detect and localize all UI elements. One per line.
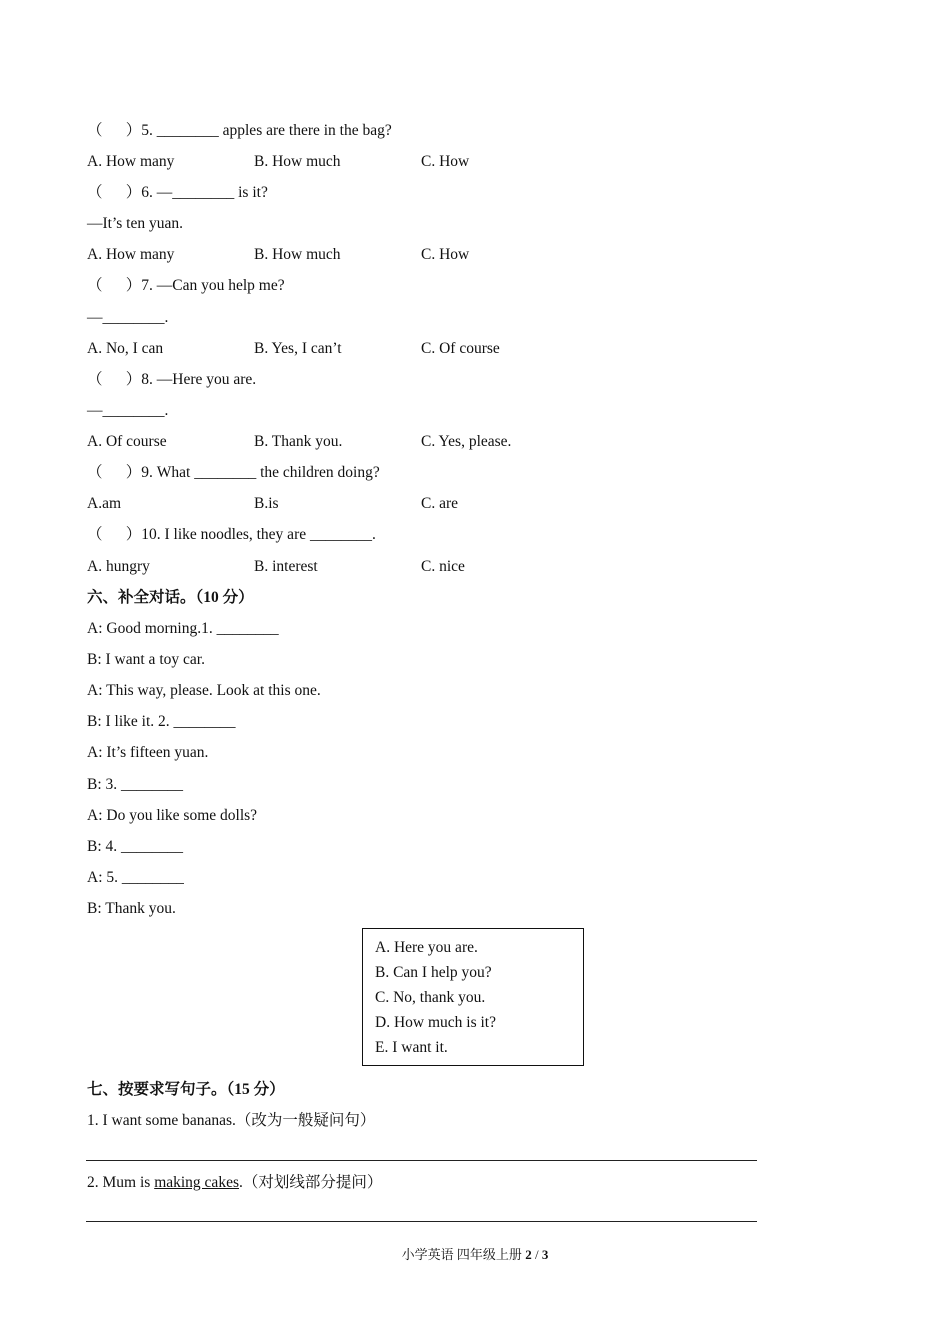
section-6-title: 六、补全对话。（10 分） [87, 589, 254, 606]
dialogue-line-7: A: Do you like some dolls? [87, 807, 258, 824]
dialogue-line-3: A: This way, please. Look at this one. [87, 682, 321, 699]
footer-text: 小学英语 四年级上册 [401, 1247, 526, 1262]
question-6-prompt: （ ）6. —________ is it? [87, 184, 268, 201]
question-10-prompt: （ ）10. I like noodles, they are ________. [87, 526, 376, 543]
rewrite-question-2 [87, 1173, 382, 1193]
question-9-option-b: B.is [254, 495, 279, 512]
question-9-option-c: C. are [421, 495, 459, 512]
question-7-option-b: B. Yes, I can’t [254, 340, 342, 357]
question-8-option-b: B. Thank you. [254, 433, 343, 450]
question-8-prompt: （ ）8. —Here you are. [87, 371, 257, 388]
dialogue-line-9: A: 5. ________ [87, 869, 184, 886]
dialogue-line-1: A: Good morning.1. ________ [87, 620, 279, 637]
answer-choices-box [362, 928, 584, 1066]
choice-d: D. How much is it? [375, 1014, 496, 1031]
choice-c: C. No, thank you. [375, 989, 486, 1006]
choice-b: B. Can I help you? [375, 964, 492, 981]
q2-suffix: .（对划线部分提问） [238, 1174, 383, 1191]
q2-prefix: 2. Mum is [87, 1174, 155, 1191]
question-6-option-c: C. How [421, 246, 470, 263]
dialogue-line-2: B: I want a toy car. [87, 651, 205, 668]
question-8-option-a: A. Of course [87, 433, 167, 450]
dialogue-line-10: B: Thank you. [87, 900, 176, 917]
answer-line-1 [86, 1160, 757, 1161]
choice-e: E. I want it. [375, 1039, 448, 1056]
question-6-option-b: B. How much [254, 246, 341, 263]
choice-a: A. Here you are. [375, 939, 478, 956]
footer-page-number: 2 [525, 1247, 532, 1262]
dialogue-line-4: B: I like it. 2. ________ [87, 713, 236, 730]
question-5-option-b: B. How much [254, 153, 341, 170]
question-7-option-a: A. No, I can [87, 340, 164, 357]
question-6-response: —It’s ten yuan. [87, 215, 183, 232]
question-9-prompt: （ ）9. What ________ the children doing? [87, 464, 380, 481]
question-10-option-c: C. nice [421, 558, 465, 575]
question-10-option-a: A. hungry [87, 558, 150, 575]
answer-line-2 [86, 1221, 757, 1222]
question-7-prompt: （ ）7. —Can you help me? [87, 277, 285, 294]
page-footer [0, 1246, 950, 1264]
question-8-option-c: C. Yes, please. [421, 433, 512, 450]
question-10-option-b: B. interest [254, 558, 318, 575]
dialogue-line-6: B: 3. ________ [87, 776, 184, 793]
question-7-response: —________. [87, 309, 169, 326]
question-5-option-c: C. How [421, 153, 470, 170]
question-9-option-a: A.am [87, 495, 122, 512]
footer-separator: / [531, 1247, 542, 1262]
q2-underlined-phrase: making cakes [154, 1174, 239, 1191]
question-6-option-a: A. How many [87, 246, 175, 263]
dialogue-line-8: B: 4. ________ [87, 838, 184, 855]
footer-total-pages: 3 [541, 1247, 549, 1262]
question-5-prompt: （ ）5. ________ apples are there in the bag? [87, 122, 392, 139]
rewrite-question-1: 1. I want some bananas.（改为一般疑问句） [87, 1112, 376, 1129]
question-7-option-c: C. Of course [421, 340, 500, 357]
question-8-response: —________. [87, 402, 169, 419]
question-5-option-a: A. How many [87, 153, 175, 170]
dialogue-line-5: A: It’s fifteen yuan. [87, 744, 209, 761]
section-7-title: 七、按要求写句子。（15 分） [87, 1081, 285, 1098]
